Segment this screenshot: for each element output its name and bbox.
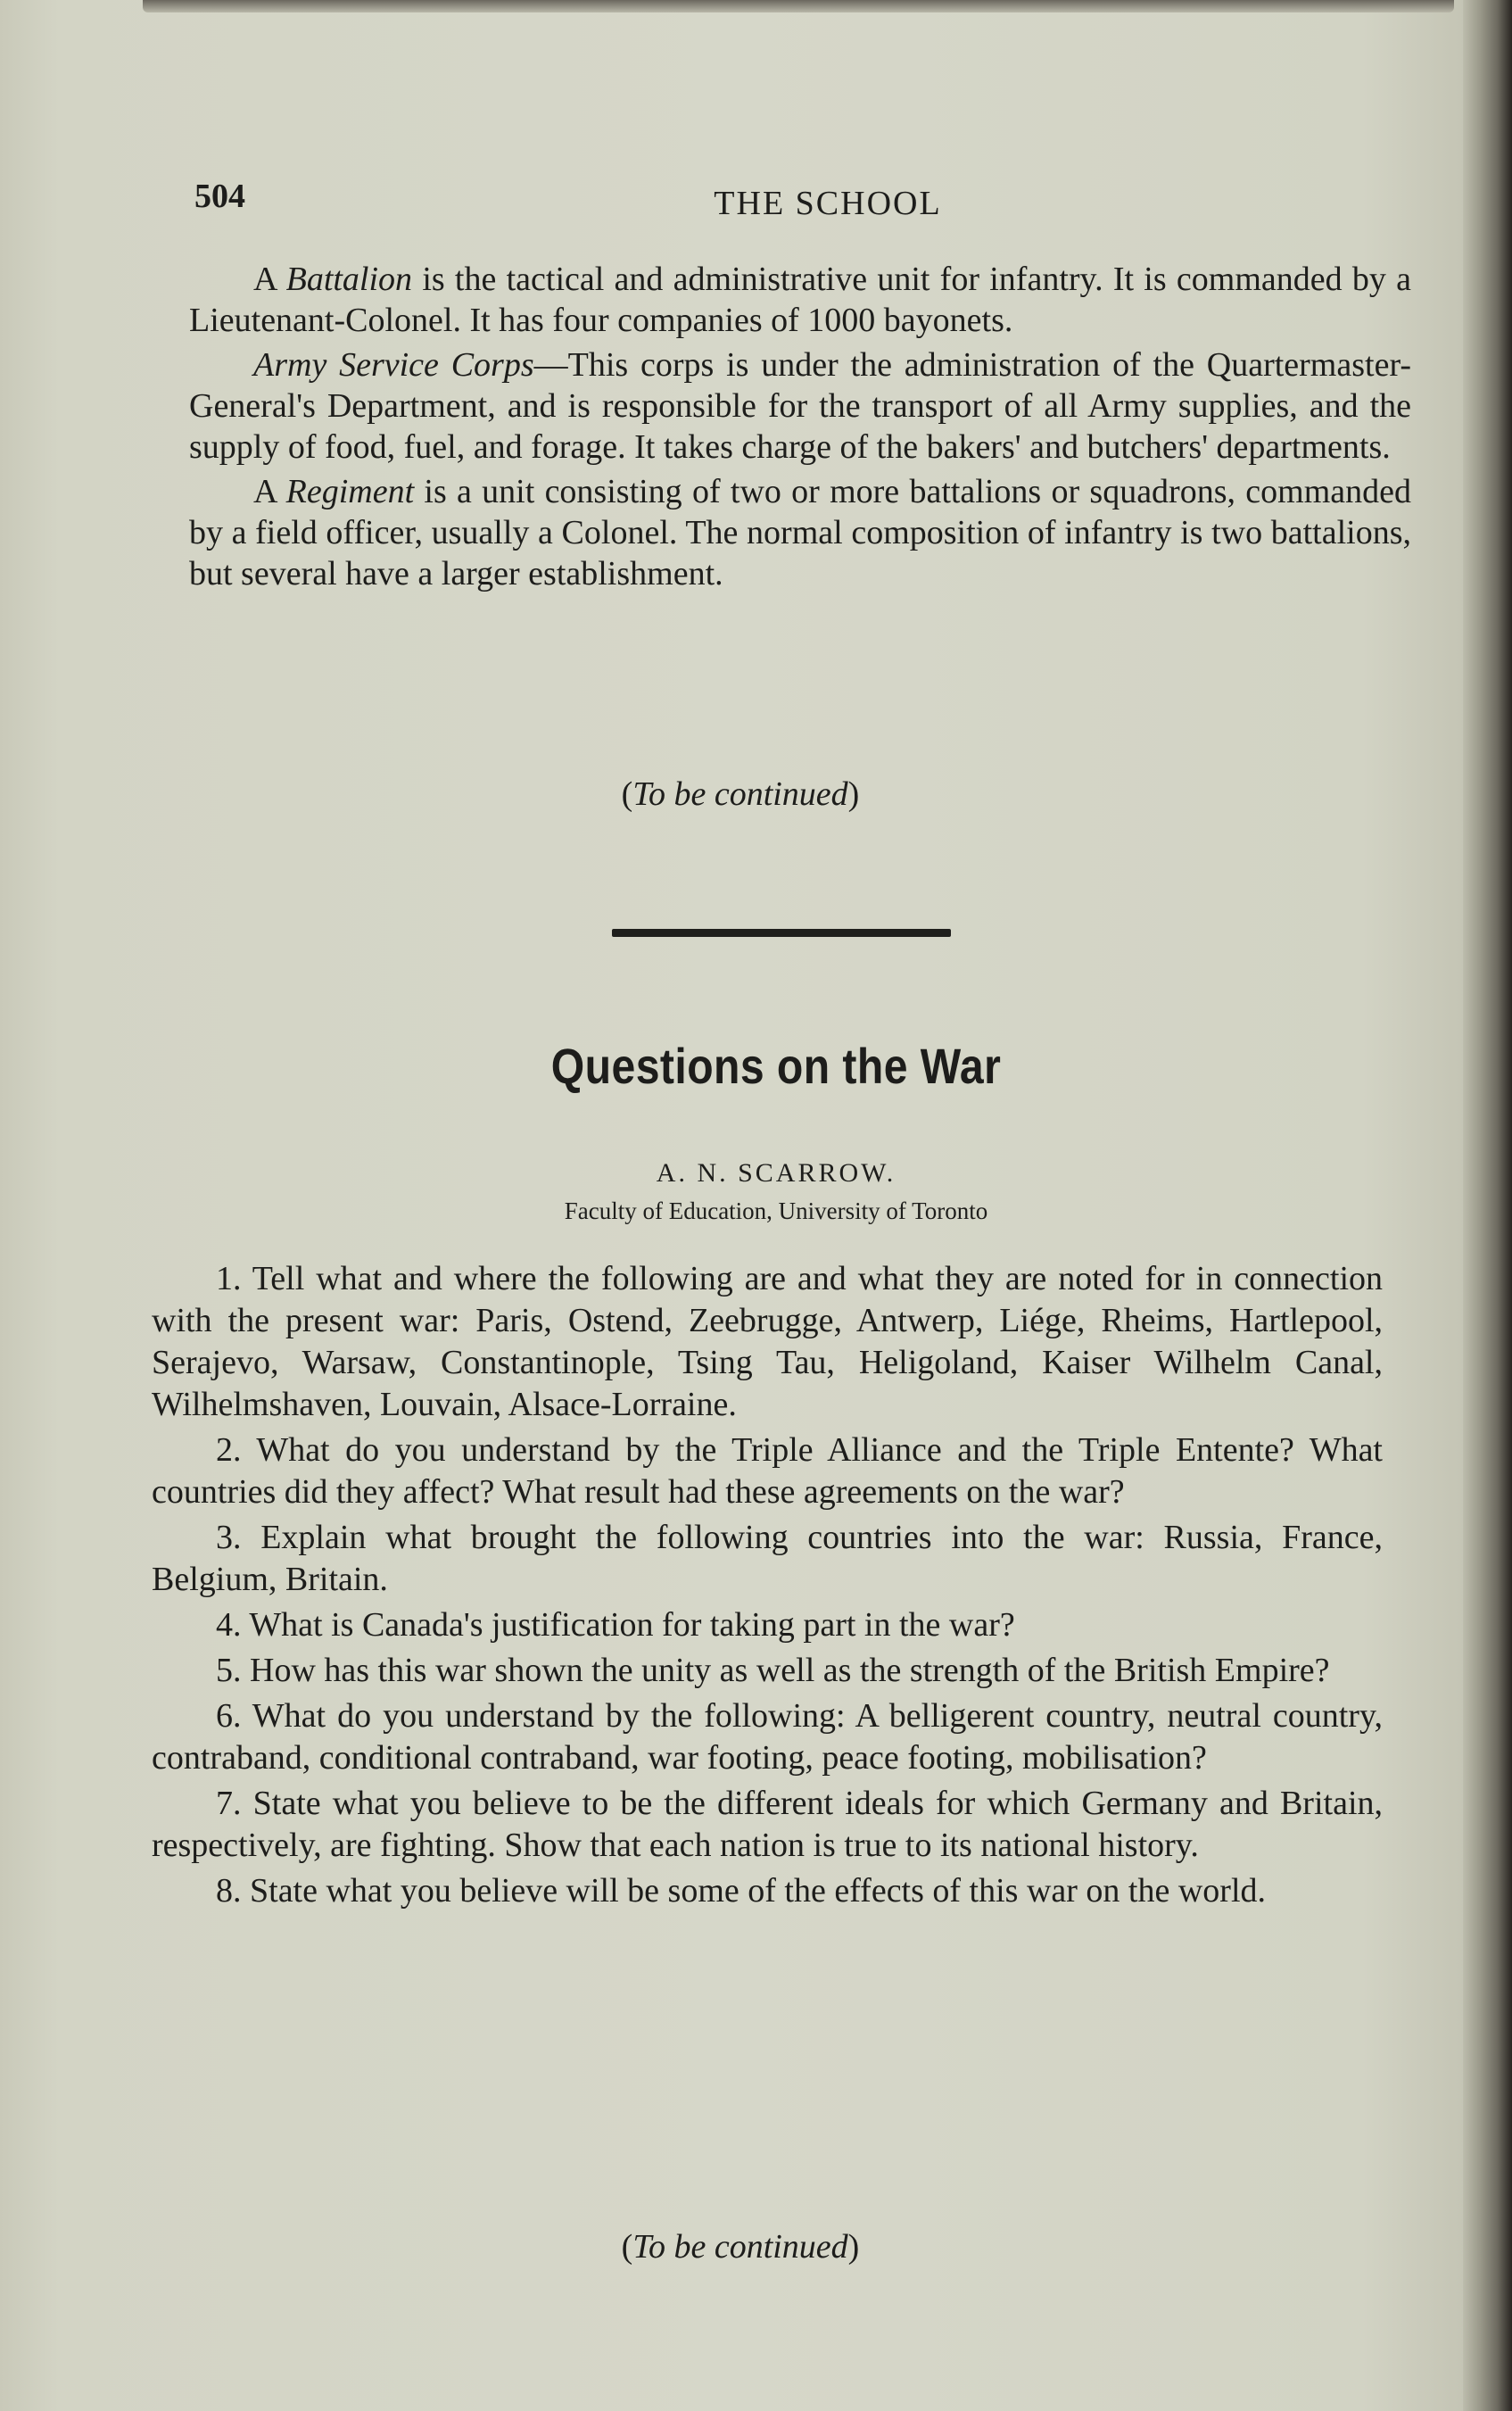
question-item: 8. State what you believe will be some of the effects of this war on the world. xyxy=(216,1872,1266,1910)
running-head: THE SCHOOL xyxy=(714,185,942,222)
to-be-continued-note-end: (To be continued) xyxy=(621,2228,860,2266)
question-item: 7. State what you believe to be the different ideals for which Germany and Britain, respectively, are fighting. Show that each nation is true to its national history. xyxy=(152,1785,1383,1864)
paragraph-battalion: A Battalion is the tactical and administrative unit for infantry. It is commanded by a Lieutenant-Colonel. It has four companies of 1000 bayonets. xyxy=(189,261,1411,339)
term-battalion: Battalion xyxy=(285,261,413,298)
author-affiliation: Faculty of Education, University of Toronto xyxy=(564,1197,988,1224)
page-number: 504 xyxy=(194,178,245,215)
question-item: 3. Explain what brought the following countries into the war: Russia, France, Belgium, Britain. xyxy=(152,1519,1383,1598)
question-list xyxy=(152,1258,1383,1916)
article-author: A. N. SCARROW. xyxy=(656,1158,896,1188)
term-regiment: Regiment xyxy=(285,473,415,510)
term-army-service-corps: Army Service Corps xyxy=(253,346,534,384)
page-header xyxy=(194,177,1408,230)
question-item: 6. What do you understand by the following: A belligerent country, neutral country, contraband, conditional contraband, war footing, peace footing, mobilisation? xyxy=(152,1697,1383,1777)
previous-article-body xyxy=(189,259,1411,598)
page-top-shadow xyxy=(143,0,1454,12)
paragraph-army-service-corps: Army Service Corps—This corps is under the administration of the Quartermaster-General's Department, and is responsible for the transport of all Army supplies, and the supply of food, fuel, and forage. It takes charge of the bakers' and butchers' departments. xyxy=(189,346,1411,466)
paragraph-regiment: A Regiment is a unit consisting of two or more battalions or squadrons, commanded by a field officer, usually a Colonel. The normal composition of infantry is two battalions, but several have a larger establishment. xyxy=(189,473,1411,592)
question-item: 1. Tell what and where the following are and what they are noted for in connection with the present war: Paris, Ostend, Zeebrugge, Antwerp, Liége, Rheims, Hartlepool, Serajevo, Warsaw, Constantinople, Tsing Tau, Heligoland, Kaiser Wilhelm Canal, Wilhelmshaven, Louvain, Alsace-Lorraine. xyxy=(152,1260,1383,1423)
article-title: Questions on the War xyxy=(550,1038,1002,1094)
to-be-continued-note: (To be continued) xyxy=(621,775,860,813)
question-item: 5. How has this war shown the unity as well as the strength of the British Empire? xyxy=(216,1652,1330,1689)
book-gutter-edge xyxy=(1463,0,1512,2411)
question-item: 4. What is Canada's justification for taking part in the war? xyxy=(216,1606,1015,1644)
section-divider xyxy=(612,929,951,937)
question-item: 2. What do you understand by the Triple Alliance and the Triple Entente? What countries did they affect? What result had these agreements on the war? xyxy=(152,1431,1383,1511)
